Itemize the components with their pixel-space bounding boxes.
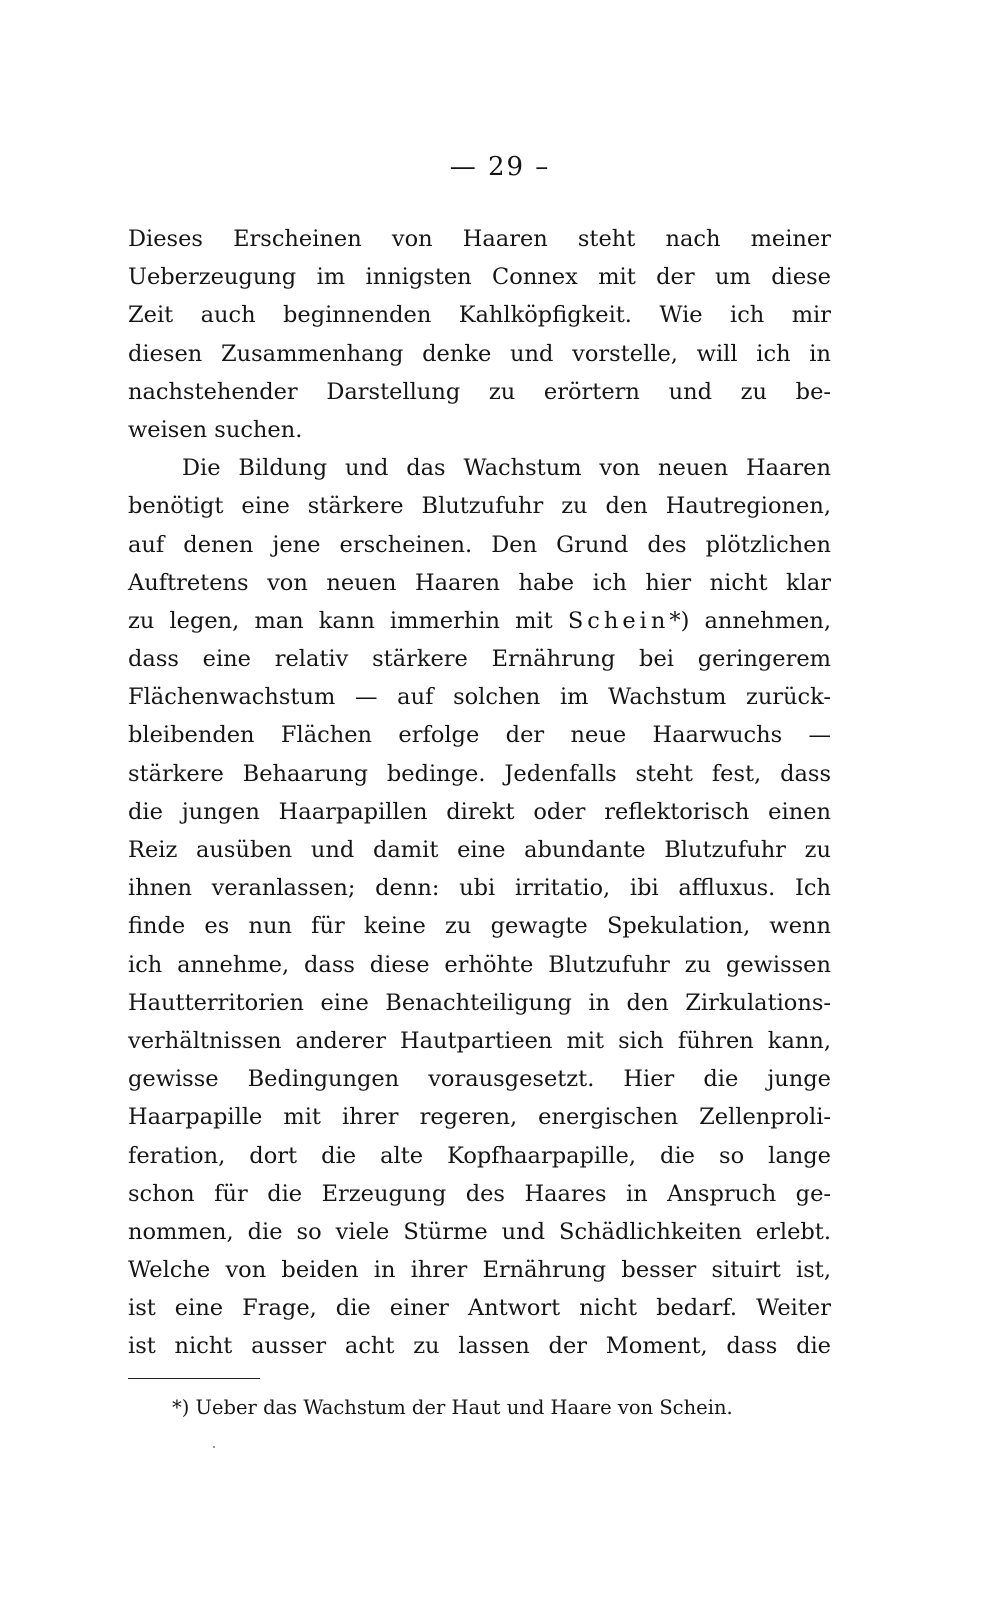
text-line: nachstehender Darstellung zu erörtern und zu be- [128,378,831,405]
text-line: diesen Zusammenhang denke und vorstelle, will ich in [128,340,831,367]
text-line: Haarpapille mit ihrer regeren, energischen Zellenproli- [128,1104,831,1131]
text-line: ihnen veranlassen; denn: ubi irritatio, ibi affluxus. Ich [128,875,831,902]
text-line: Auftretens von neuen Haaren habe ich hier nicht klar [128,569,831,596]
text-line: verhältnissen anderer Hautpartieen mit sich führen kann, [128,1027,831,1054]
text-line: ist nicht ausser acht zu lassen der Moment, dass die [128,1333,831,1360]
page-number: — 29 – [449,152,551,182]
text-line: Ueberzeugung im innigsten Connex mit der um diese [128,264,831,291]
text-line: gewisse Bedingungen vorausgesetzt. Hier die junge [128,1066,831,1093]
footnote-divider [128,1378,260,1379]
text-line: Reiz ausüben und damit eine abundante Blutzufuhr zu [128,837,831,863]
text-line: die jungen Haarpapillen direkt oder reflektorisch einen [128,798,831,825]
text-line: Welche von beiden in ihrer Ernährung besser situirt ist, [128,1257,831,1284]
body-text [128,220,831,1366]
footnote-reference: *) annehmen, [669,607,831,634]
text-line: dass eine relativ stärkere Ernährung bei geringerem [128,646,831,673]
text-line: stärkere Behaarung bedinge. Jedenfalls steht fest, dass [128,760,831,787]
text-line: finde es nun für keine zu gewagte Spekulation, wenn [128,913,831,940]
text-line: benötigt eine stärkere Blutzufuhr zu den Hautregionen, [128,493,831,520]
print-speck [213,1446,215,1448]
text-line: ist eine Frage, die einer Antwort nicht bedarf. Weiter [128,1295,831,1322]
text-line: ich annehme, dass diese erhöhte Blutzufuhr zu gewissen [128,951,831,978]
text-line: Zeit auch beginnenden Kahlköpfigkeit. Wie ich mir [128,302,831,329]
text-line: bleibenden Flächen erfolge der neue Haarwuchs — [128,722,831,749]
text-line: schon für die Erzeugung des Haares in Anspruch ge- [128,1180,831,1207]
text-line [128,602,831,640]
text-line: Hautterritorien eine Benachteiligung in den Zirkulations- [128,989,831,1016]
text-line: Dieses Erscheinen von Haaren steht nach meiner [128,226,831,252]
author-name-spaced: Schein [567,607,670,634]
text-line: Flächenwachstum — auf solchen im Wachstum zurück- [128,684,831,711]
text-line: auf denen jene erscheinen. Den Grund des plötzlichen [128,531,831,558]
footnote: *) Ueber das Wachstum der Haut und Haare von Schein. [172,1396,733,1419]
text-line: nommen, die so viele Stürme und Schädlichkeiten erlebt. [128,1218,831,1245]
text-line: feration, dort die alte Kopfhaarpapille, die so lange [128,1142,831,1169]
text-line: Die Bildung und das Wachstum von neuen Haaren [182,455,831,482]
text-line: weisen suchen. [128,416,303,443]
text-line-start: zu legen, man kann immerhin mit [128,607,568,634]
